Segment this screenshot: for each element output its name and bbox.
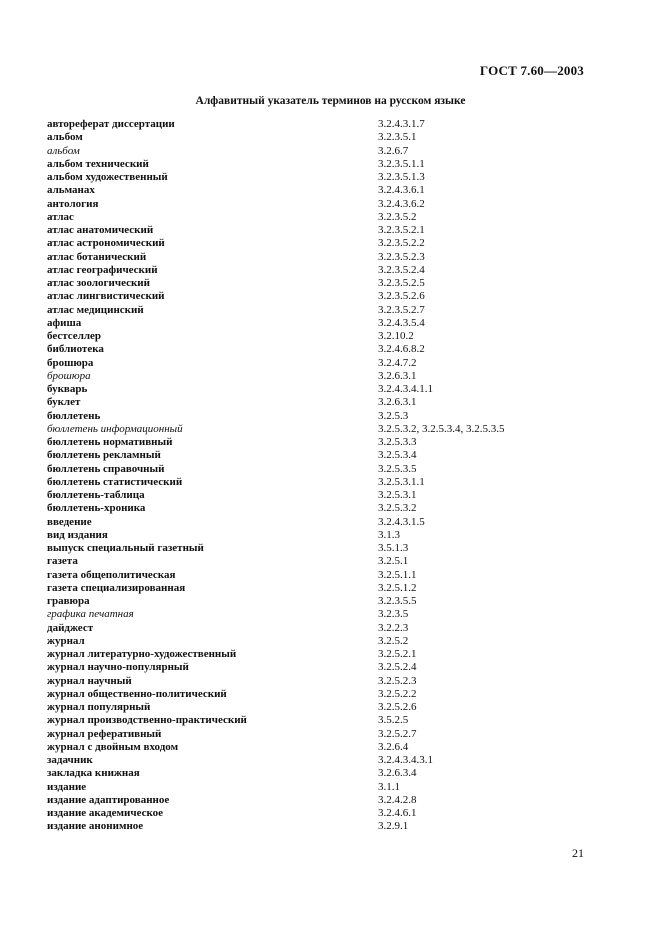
index-entry — [47, 198, 607, 211]
index-reference: 3.2.6.3.4 — [378, 767, 417, 780]
index-term: гравюра — [47, 595, 90, 607]
index-term: букварь — [47, 383, 88, 395]
index-reference: 3.2.4.3.4.3.1 — [378, 754, 433, 766]
index-reference: 3.2.5.3.1 — [378, 489, 417, 501]
index-reference: 3.2.6.3.1 — [378, 369, 417, 382]
index-reference: 3.1.1 — [378, 780, 400, 793]
index-entry — [47, 224, 607, 237]
index-reference: 3.2.5.3.1.1 — [378, 475, 425, 488]
index-reference: 3.2.5.2.4 — [378, 661, 417, 674]
index-entry — [47, 794, 607, 807]
index-entry — [47, 171, 607, 184]
term-index-list — [47, 118, 607, 834]
index-reference: 3.2.2.3 — [378, 621, 409, 634]
index-entry — [47, 290, 607, 303]
index-reference: 3.2.5.2.3 — [378, 674, 417, 687]
index-reference: 3.2.5.3.5 — [378, 462, 417, 475]
index-term: бюллетень информационный — [47, 422, 183, 435]
index-reference: 3.2.6.3.1 — [378, 396, 417, 409]
index-term: издание адаптированное — [47, 793, 170, 806]
index-term: журнал литературно-художественный — [47, 648, 237, 660]
index-reference: 3.2.3.5.5 — [378, 595, 417, 607]
index-entry — [47, 145, 607, 158]
index-entry — [47, 211, 607, 224]
index-entry — [47, 820, 607, 833]
index-term: атлас ботанический — [47, 250, 147, 263]
index-term: бюллетень справочный — [47, 462, 165, 475]
index-reference: 3.2.5.1 — [378, 555, 409, 568]
index-term: издание — [47, 780, 87, 793]
index-reference: 3.2.5.2 — [378, 634, 409, 647]
index-entry — [47, 635, 607, 648]
index-entry — [47, 595, 607, 608]
index-entry — [47, 118, 607, 131]
index-term: атлас зоологический — [47, 277, 150, 289]
index-entry — [47, 781, 607, 794]
index-reference: 3.2.4.3.4.1.1 — [378, 383, 433, 395]
index-entry — [47, 423, 607, 436]
index-term: выпуск специальный газетный — [47, 542, 204, 554]
index-term: альбом технический — [47, 157, 149, 170]
index-entry — [47, 555, 607, 568]
index-term: издание академическое — [47, 807, 164, 819]
index-entry — [47, 463, 607, 476]
index-term: альбом художественный — [47, 171, 168, 183]
index-entry — [47, 714, 607, 727]
index-entry — [47, 251, 607, 264]
index-term: графика печатная — [47, 608, 134, 621]
index-reference: 3.5.1.3 — [378, 542, 409, 554]
index-term: атлас медицинский — [47, 303, 144, 316]
index-reference: 3.2.9.1 — [378, 820, 409, 833]
index-entry — [47, 728, 607, 741]
index-term: журнал реферативный — [47, 727, 162, 740]
index-term: альманах — [47, 184, 95, 197]
index-entry — [47, 622, 607, 635]
index-term: брошюра — [47, 369, 91, 382]
index-reference: 3.2.3.5.1 — [378, 131, 417, 144]
page-number: 21 — [572, 846, 584, 860]
index-term: атлас — [47, 210, 74, 223]
index-reference: 3.2.5.3.3 — [378, 436, 417, 448]
index-reference: 3.2.3.5.2.7 — [378, 303, 425, 316]
index-term: журнал научно-популярный — [47, 661, 189, 674]
index-term: атлас географический — [47, 263, 158, 276]
index-term: антология — [47, 197, 99, 210]
index-reference: 3.5.2.5 — [378, 714, 409, 727]
index-entry — [47, 661, 607, 674]
index-term: альбом — [47, 144, 80, 157]
index-reference: 3.2.4.3.6.1 — [378, 184, 425, 197]
index-term: издание анонимное — [47, 820, 144, 833]
index-reference: 3.2.5.3 — [378, 409, 409, 422]
index-entry — [47, 131, 607, 144]
document-code: ГОСТ 7.60—2003 — [479, 63, 584, 78]
index-term: закладка книжная — [47, 767, 140, 780]
index-reference: 3.2.3.5.2.5 — [378, 277, 425, 289]
index-entry — [47, 158, 607, 171]
index-entry — [47, 767, 607, 780]
index-reference: 3.2.6.4 — [378, 740, 409, 753]
index-entry — [47, 542, 607, 555]
index-reference: 3.2.4.3.1.7 — [378, 118, 425, 130]
index-reference: 3.2.3.5.1.1 — [378, 157, 425, 170]
index-term: бюллетень-таблица — [47, 489, 145, 501]
index-entry — [47, 688, 607, 701]
index-entry — [47, 807, 607, 820]
index-reference: 3.2.4.6.1 — [378, 807, 417, 819]
index-term: вид издания — [47, 528, 108, 541]
index-entry — [47, 264, 607, 277]
index-term: бюллетень рекламный — [47, 449, 161, 462]
index-reference: 3.2.3.5.2.6 — [378, 290, 425, 303]
index-term: брошюра — [47, 356, 94, 369]
index-term: бюллетень статистический — [47, 475, 183, 488]
index-term: бюллетень нормативный — [47, 436, 173, 448]
index-entry — [47, 529, 607, 542]
index-term: журнал научный — [47, 674, 132, 687]
index-term: альбом — [47, 131, 83, 144]
index-entry — [47, 396, 607, 409]
index-entry — [47, 741, 607, 754]
index-term: бюллетень-хроника — [47, 502, 146, 515]
index-entry — [47, 502, 607, 515]
index-entry — [47, 317, 607, 330]
page-title: Алфавитный указатель терминов на русском языке — [195, 95, 466, 107]
index-reference: 3.2.4.2.8 — [378, 793, 417, 806]
index-reference: 3.2.3.5.2 — [378, 210, 417, 223]
index-reference: 3.2.4.7.2 — [378, 356, 417, 369]
index-entry — [47, 237, 607, 250]
index-reference: 3.2.6.7 — [378, 144, 409, 157]
index-reference: 3.2.5.2.6 — [378, 701, 417, 713]
index-term: задачник — [47, 754, 93, 766]
index-entry — [47, 701, 607, 714]
index-entry — [47, 608, 607, 621]
index-term: бестселлер — [47, 330, 102, 342]
index-entry — [47, 569, 607, 582]
index-entry — [47, 383, 607, 396]
index-reference: 3.2.4.3.1.5 — [378, 515, 425, 528]
index-entry — [47, 277, 607, 290]
index-reference: 3.2.4.6.8.2 — [378, 343, 425, 356]
index-term: газета — [47, 555, 78, 568]
index-term: библиотека — [47, 343, 104, 356]
index-reference: 3.2.5.3.2, 3.2.5.3.4, 3.2.5.3.5 — [378, 422, 505, 435]
index-reference: 3.2.3.5.2.2 — [378, 237, 425, 250]
index-entry — [47, 582, 607, 595]
index-term: введение — [47, 515, 92, 528]
index-term: журнал производственно-практический — [47, 714, 247, 727]
index-term: автореферат диссертации — [47, 118, 175, 130]
index-reference: 3.1.3 — [378, 528, 400, 541]
index-term: журнал общественно-политический — [47, 687, 227, 700]
index-term: дайджест — [47, 621, 94, 634]
index-entry — [47, 648, 607, 661]
index-term: журнал — [47, 634, 85, 647]
index-entry — [47, 184, 607, 197]
index-entry — [47, 357, 607, 370]
index-reference: 3.2.4.3.6.2 — [378, 197, 425, 210]
index-term: журнал популярный — [47, 701, 151, 713]
index-reference: 3.2.5.1.1 — [378, 568, 417, 581]
index-reference: 3.2.3.5.2.4 — [378, 263, 425, 276]
index-reference: 3.2.5.2.2 — [378, 687, 417, 700]
index-reference: 3.2.3.5.2.1 — [378, 224, 425, 236]
index-entry — [47, 343, 607, 356]
index-entry — [47, 449, 607, 462]
index-term: журнал с двойным входом — [47, 740, 179, 753]
index-entry — [47, 516, 607, 529]
index-entry — [47, 410, 607, 423]
index-entry — [47, 330, 607, 343]
index-entry — [47, 754, 607, 767]
index-term: буклет — [47, 396, 81, 409]
index-entry — [47, 675, 607, 688]
index-term: бюллетень — [47, 409, 101, 422]
index-entry — [47, 436, 607, 449]
index-reference: 3.2.5.3.2 — [378, 502, 417, 515]
index-entry — [47, 489, 607, 502]
index-reference: 3.2.3.5.1.3 — [378, 171, 425, 183]
index-term: атлас лингвистический — [47, 290, 165, 303]
index-reference: 3.2.4.3.5.4 — [378, 316, 425, 329]
index-term: афиша — [47, 316, 82, 329]
index-term: атлас анатомический — [47, 224, 154, 236]
index-entry — [47, 304, 607, 317]
index-reference: 3.2.5.1.2 — [378, 581, 417, 594]
index-reference: 3.2.5.3.4 — [378, 449, 417, 462]
index-reference: 3.2.3.5.2.3 — [378, 250, 425, 263]
index-term: газета общеполитическая — [47, 568, 176, 581]
index-entry — [47, 370, 607, 383]
index-entry — [47, 476, 607, 489]
index-reference: 3.2.5.2.7 — [378, 727, 417, 740]
index-reference: 3.2.3.5 — [378, 608, 409, 621]
index-term: газета специализированная — [47, 581, 186, 594]
index-term: атлас астрономический — [47, 237, 165, 250]
index-reference: 3.2.10.2 — [378, 330, 414, 342]
index-reference: 3.2.5.2.1 — [378, 648, 417, 660]
